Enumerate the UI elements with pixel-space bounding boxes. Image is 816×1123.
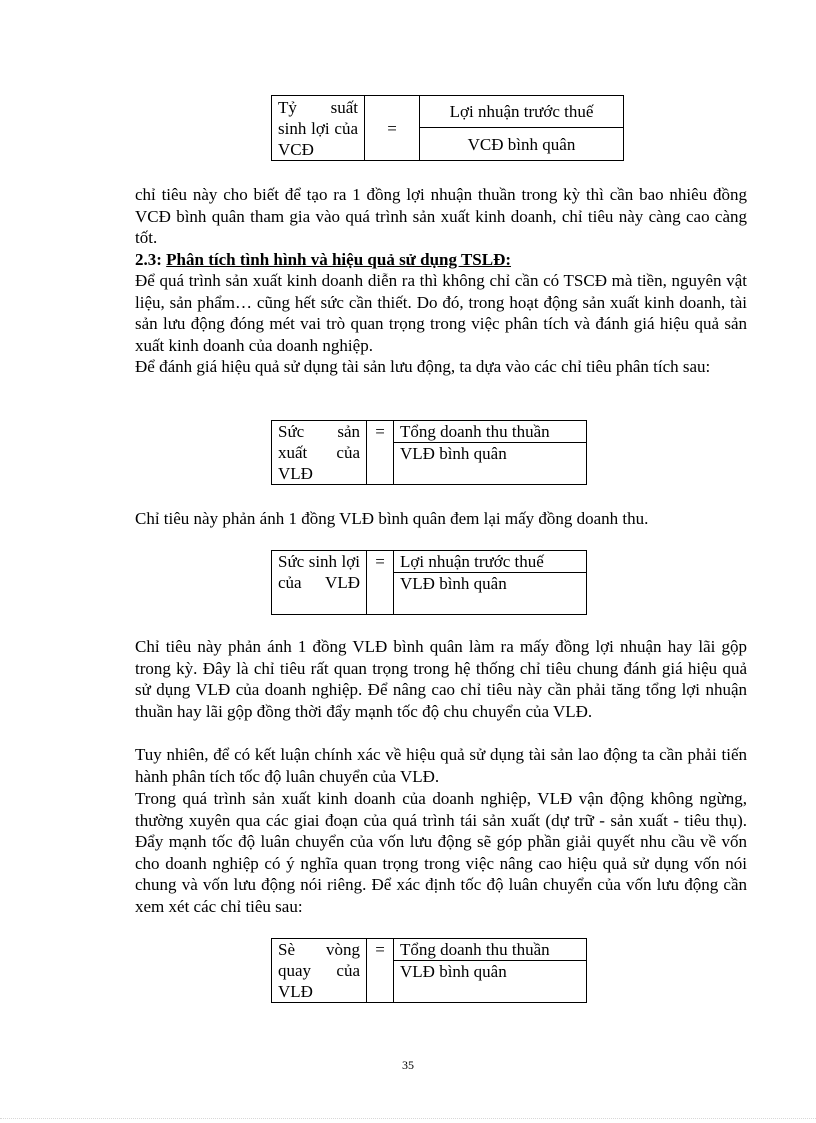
paragraph: chỉ tiêu này cho biết để tạo ra 1 đồng lợi nhuận thuần trong kỳ thì cần bao nhiêu đồng VCĐ bình quân tham gia vào quá trình sản xuất kinh doanh, chỉ tiêu này càng cao càng tốt. [135, 185, 747, 247]
formula-table-vld-productivity [271, 420, 587, 485]
equals-sign: = [367, 421, 394, 485]
formula-numerator: Lợi nhuận trước thuế [394, 551, 587, 573]
section-number: 2.3: [135, 250, 167, 269]
formula-denominator: VLĐ bình quân [394, 443, 587, 485]
formula-table-vld-profitability [271, 550, 587, 615]
section-heading [135, 249, 511, 271]
equals-sign: = [365, 96, 420, 161]
paragraph: Chỉ tiêu này phản ánh 1 đồng VLĐ bình quân làm ra mấy đồng lợi nhuận hay lãi gộp trong kỳ. Đây là chỉ tiêu rất quan trọng trong hệ thống chỉ tiêu chung đánh giá hiệu quả sử dụng VLĐ của doanh nghiệp. Để nâng cao chỉ tiêu này cần phải tăng tổng lợi nhuận thuần hay lãi gộp đồng thời đẩy mạnh tốc độ chu chuyển của VLĐ. [135, 637, 747, 721]
formula-denominator: VLĐ bình quân [394, 961, 587, 1003]
formula-label: Tỷ suất sinh lợi của VCĐ [272, 96, 365, 161]
formula-denominator: VLĐ bình quân [394, 573, 587, 615]
paragraph: Để đánh giá hiệu quả sử dụng tài sản lưu động, ta dựa vào các chỉ tiêu phân tích sau: [135, 357, 711, 376]
section-title: Phân tích tình hình và hiệu quả sử dụng TSLĐ: [166, 250, 512, 269]
equals-sign: = [367, 939, 394, 1003]
formula-label: Sức sản xuất của VLĐ [272, 421, 367, 485]
formula-table-vld-turnover [271, 938, 587, 1003]
paragraph: Chỉ tiêu này phản ánh 1 đồng VLĐ bình quân đem lại mấy đồng doanh thu. [135, 509, 649, 528]
formula-denominator: VCĐ bình quân [420, 128, 624, 161]
formula-table-vcd-return [271, 95, 624, 161]
paragraph: Trong quá trình sản xuất kinh doanh của doanh nghiệp, VLĐ vận động không ngừng, thường xuyên qua các giai đoạn của quá trình tái sản xuất (dự trữ - sản xuất - tiêu thụ). Đẩy mạnh tốc độ luân chuyển của vốn lưu động sẽ góp phần giải quyết nhu cầu về vốn cho doanh nghiệp có ý nghĩa quan trọng trong việc nâng cao hiệu quả sử dụng vốn nói chung và vốn lưu động nói riêng. Để xác định tốc độ luân chuyển của vốn lưu động cần xem xét các chỉ tiêu sau: [135, 789, 747, 916]
paragraph: Để quá trình sản xuất kinh doanh diễn ra thì không chỉ cần có TSCĐ mà tiền, nguyên vật liệu, sản phẩm… cũng hết sức cần thiết. Do đó, trong hoạt động sản xuất kinh doanh, tài sản lưu động đóng mét vai trò quan trọng trong việc phân tích và đánh giá hiệu quả sản xuất kinh doanh của doanh nghiệp. [135, 271, 747, 355]
paragraph: Tuy nhiên, để có kết luận chính xác về hiệu quả sử dụng tài sản lao động ta cần phải tiến hành phân tích tốc độ luân chuyển của VLĐ. [135, 745, 747, 786]
formula-numerator: Tổng doanh thu thuần [394, 939, 587, 961]
equals-sign: = [367, 551, 394, 615]
page-number: 35 [402, 1058, 414, 1072]
formula-numerator: Tổng doanh thu thuần [394, 421, 587, 443]
footer-divider [0, 1118, 816, 1119]
formula-numerator: Lợi nhuận trước thuế [420, 96, 624, 128]
formula-label: Sè vòng quay của VLĐ [272, 939, 367, 1003]
formula-label: Sức sinh lợi của VLĐ [272, 551, 367, 615]
